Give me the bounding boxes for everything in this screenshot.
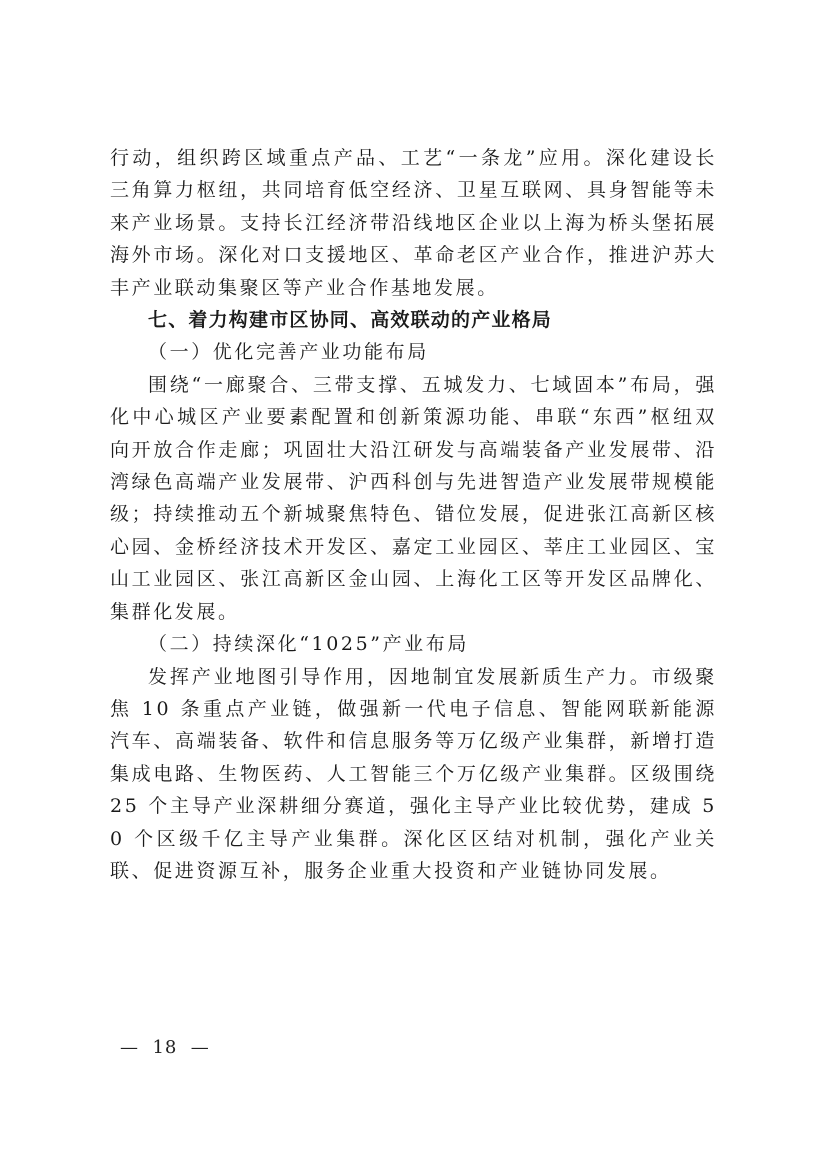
document-body: [110, 142, 717, 887]
subsection-heading-7-1: （一）优化完善产业功能布局: [148, 341, 429, 364]
subsection-heading-7-2: （二）持续深化“1025”产业布局: [148, 633, 469, 656]
paragraph-continuation: 行动，组织跨区域重点产品、工艺“一条龙”应用。深化建设长三角算力枢纽，共同培育低空经济、卫星互联网、具身智能等未来产业场景。支持长江经济带沿线地区企业以上海为桥头堡拓展海外市场。深化对口支援地区、革命老区产业合作，推进沪苏大丰产业联动集聚区等产业合作基地发展。: [110, 147, 717, 299]
paragraph-layout: 围绕“一廊聚合、三带支撑、五城发力、七域固本”布局，强化中心城区产业要素配置和创新策源功能、串联“东西”枢纽双向开放合作走廊；巩固壮大沿江研发与高端装备产业发展带、沿湾绿色高端产业发展带、沪西科创与先进智造产业发展带规模能级；持续推动五个新城聚焦特色、错位发展，促进张江高新区核心园、金桥经济技术开发区、嘉定工业园区、莘庄工业园区、宝山工业园区、张江高新区金山园、上海化工区等开发区品牌化、集群化发展。: [110, 373, 717, 623]
page-number: — 18 —: [120, 1037, 210, 1058]
paragraph-1025-layout: 发挥产业地图引导作用，因地制宜发展新质生产力。市级聚焦 10 条重点产业链，做强新一代电子信息、智能网联新能源汽车、高端装备、软件和信息服务等万亿级产业集群，新增打造集成电路、生物医药、人工智能三个万亿级产业集群。区级围绕 25 个主导产业深耕细分赛道，强化主导产业比较优势，建成 50 个区级千亿主导产业集群。深化区区结对机制，强化产业关联、促进资源互补，服务企业重大投资和产业链协同发展。: [110, 665, 717, 882]
section-heading-7: 七、着力构建市区协同、高效联动的产业格局: [148, 309, 553, 332]
